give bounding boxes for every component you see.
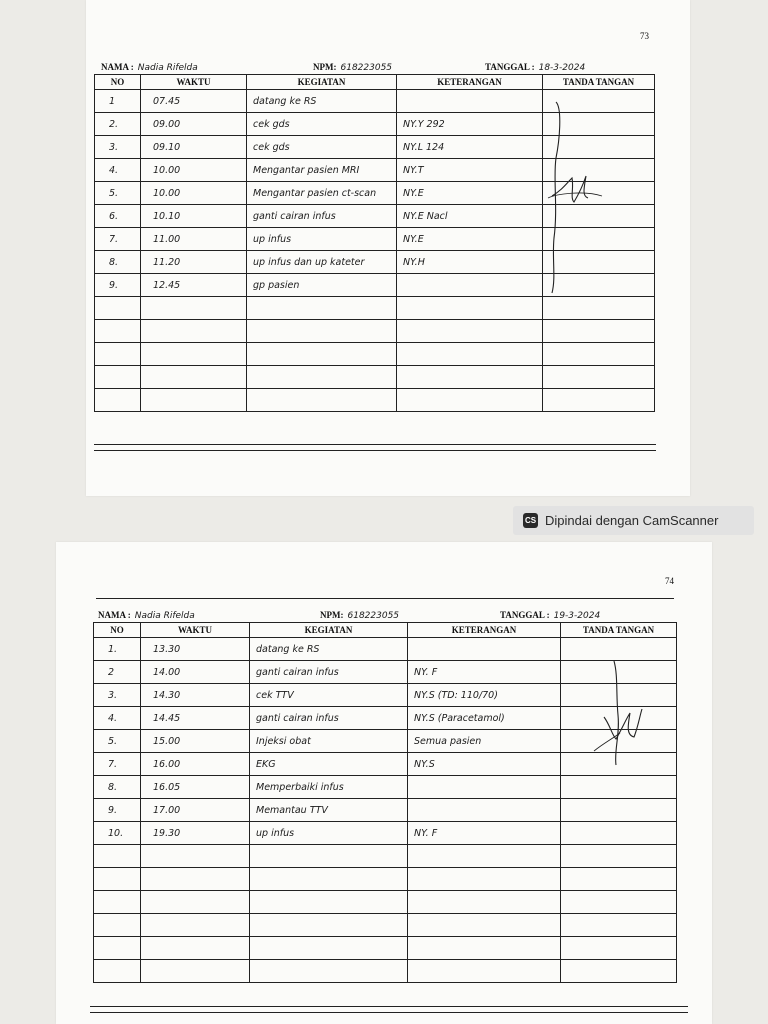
table-row [95, 297, 655, 320]
cell-note [408, 937, 561, 960]
table-header-row [94, 623, 677, 638]
cell-note: NY.S (TD: 110/70) [408, 684, 561, 707]
name-label: NAMA : [101, 62, 134, 72]
cell-time: 09.00 [141, 113, 247, 136]
name-field [98, 610, 195, 621]
cell-signature [561, 891, 677, 914]
cell-no: 9. [94, 799, 141, 822]
npm-value: 618223055 [340, 63, 393, 73]
col-header-time: WAKTU [141, 623, 250, 638]
cell-activity [247, 389, 397, 412]
cell-signature [561, 845, 677, 868]
header-rule [96, 598, 674, 599]
cell-activity: Mengantar pasien ct-scan [247, 182, 397, 205]
cell-activity: up infus dan up kateter [247, 251, 397, 274]
cell-time [141, 914, 250, 937]
cell-no: 2 [94, 661, 141, 684]
cell-time: 09.10 [141, 136, 247, 159]
cell-note [397, 389, 543, 412]
cell-activity [250, 937, 408, 960]
cell-time [141, 320, 247, 343]
cell-activity: datang ke RS [247, 90, 397, 113]
cell-no [95, 320, 141, 343]
cell-activity: cek TTV [250, 684, 408, 707]
date-field [485, 62, 585, 73]
cell-no: 1. [94, 638, 141, 661]
cell-note [397, 366, 543, 389]
cell-activity [250, 914, 408, 937]
page-number: 73 [640, 31, 649, 41]
cell-activity: Memantau TTV [250, 799, 408, 822]
cell-note [397, 274, 543, 297]
cell-no [94, 960, 141, 983]
cell-activity [247, 343, 397, 366]
table-row [95, 366, 655, 389]
table-row [94, 891, 677, 914]
table-row [95, 389, 655, 412]
npm-value: 618223055 [347, 611, 400, 621]
table-row [94, 776, 677, 799]
name-label: NAMA : [98, 610, 131, 620]
cell-no: 7. [94, 753, 141, 776]
cell-signature [561, 914, 677, 937]
cell-note: NY.H [397, 251, 543, 274]
npm-label: NPM: [320, 610, 344, 620]
handwritten-signature [590, 655, 660, 770]
cell-time [141, 868, 250, 891]
cell-signature [543, 389, 655, 412]
date-label: TANGGAL : [500, 610, 550, 620]
cell-note: Semua pasien [408, 730, 561, 753]
footer-rule [94, 444, 656, 445]
cell-signature [561, 960, 677, 983]
date-value: 18-3-2024 [538, 63, 586, 73]
name-field [101, 62, 198, 73]
cell-note [408, 799, 561, 822]
col-header-no: NO [94, 623, 141, 638]
camscanner-badge [513, 506, 754, 535]
table-row [94, 914, 677, 937]
cell-time [141, 297, 247, 320]
cell-note: NY.Y 292 [397, 113, 543, 136]
cell-activity: ganti cairan infus [247, 205, 397, 228]
col-header-no: NO [95, 75, 141, 90]
cell-no: 1 [95, 90, 141, 113]
cell-note [408, 868, 561, 891]
cell-signature [561, 776, 677, 799]
cell-time: 16.00 [141, 753, 250, 776]
table-row [95, 343, 655, 366]
table-row [94, 822, 677, 845]
table-row [94, 845, 677, 868]
cell-time: 16.05 [141, 776, 250, 799]
cell-no: 3. [95, 136, 141, 159]
date-label: TANGGAL : [485, 62, 535, 72]
cell-time: 19.30 [141, 822, 250, 845]
npm-label: NPM: [313, 62, 337, 72]
cell-note: NY.E Nacl [397, 205, 543, 228]
cell-note: NY.E [397, 228, 543, 251]
cell-activity [250, 960, 408, 983]
cell-note: NY.S [408, 753, 561, 776]
cell-note [408, 891, 561, 914]
date-field [500, 610, 600, 621]
cell-activity: up infus [247, 228, 397, 251]
camscanner-text: Dipindai dengan CamScanner [545, 513, 719, 528]
cell-note [408, 776, 561, 799]
cell-no: 6. [95, 205, 141, 228]
cell-time: 11.00 [141, 228, 247, 251]
cell-activity [250, 868, 408, 891]
cell-signature [561, 868, 677, 891]
cell-activity [247, 297, 397, 320]
cell-signature [543, 297, 655, 320]
name-value: Nadia Rifelda [137, 63, 198, 73]
cell-activity: datang ke RS [250, 638, 408, 661]
cell-activity: cek gds [247, 136, 397, 159]
cell-note: NY.L 124 [397, 136, 543, 159]
cell-note: NY. F [408, 661, 561, 684]
cell-activity: Memperbaiki infus [250, 776, 408, 799]
cell-activity: Injeksi obat [250, 730, 408, 753]
name-value: Nadia Rifelda [134, 611, 195, 621]
cell-note [408, 914, 561, 937]
cell-activity: gp pasien [247, 274, 397, 297]
cell-time: 07.45 [141, 90, 247, 113]
cell-time: 14.30 [141, 684, 250, 707]
date-value: 19-3-2024 [553, 611, 601, 621]
npm-field [313, 62, 392, 73]
cell-signature [543, 366, 655, 389]
cell-no [94, 845, 141, 868]
cell-time: 15.00 [141, 730, 250, 753]
col-header-activity: KEGIATAN [250, 623, 408, 638]
table-row [94, 937, 677, 960]
table-row [94, 868, 677, 891]
handwritten-signature [544, 98, 624, 298]
cell-note: NY. F [408, 822, 561, 845]
cell-time: 14.00 [141, 661, 250, 684]
cell-no: 5. [94, 730, 141, 753]
cell-note: NY.E [397, 182, 543, 205]
col-header-signature: TANDA TANGAN [543, 75, 655, 90]
cell-signature [543, 320, 655, 343]
cell-note [408, 638, 561, 661]
cell-note [397, 90, 543, 113]
cell-signature [543, 343, 655, 366]
cell-no: 9. [95, 274, 141, 297]
col-header-notes: KETERANGAN [397, 75, 543, 90]
col-header-notes: KETERANGAN [408, 623, 561, 638]
cell-no [95, 297, 141, 320]
cell-time [141, 389, 247, 412]
table-row [94, 799, 677, 822]
cell-no: 10. [94, 822, 141, 845]
cell-no [95, 389, 141, 412]
cell-time: 17.00 [141, 799, 250, 822]
table-header-row [95, 75, 655, 90]
cell-activity: ganti cairan infus [250, 707, 408, 730]
cell-activity: ganti cairan infus [250, 661, 408, 684]
cell-time: 10.00 [141, 159, 247, 182]
cell-time [141, 891, 250, 914]
cell-time: 10.10 [141, 205, 247, 228]
cell-time [141, 845, 250, 868]
cell-time: 13.30 [141, 638, 250, 661]
cell-activity: cek gds [247, 113, 397, 136]
cell-activity: Mengantar pasien MRI [247, 159, 397, 182]
col-header-signature: TANDA TANGAN [561, 623, 677, 638]
col-header-time: WAKTU [141, 75, 247, 90]
cell-time: 12.45 [141, 274, 247, 297]
cell-signature [561, 937, 677, 960]
cell-no [95, 366, 141, 389]
cell-signature [561, 822, 677, 845]
cell-no [94, 868, 141, 891]
cell-no: 4. [94, 707, 141, 730]
cell-note [397, 343, 543, 366]
cell-note [408, 960, 561, 983]
cell-no [95, 343, 141, 366]
cell-time: 10.00 [141, 182, 247, 205]
cell-no [94, 937, 141, 960]
cell-activity [250, 891, 408, 914]
cell-time [141, 343, 247, 366]
cell-no: 8. [95, 251, 141, 274]
page-number: 74 [665, 576, 674, 586]
cell-note [397, 297, 543, 320]
cell-time: 11.20 [141, 251, 247, 274]
cell-time [141, 960, 250, 983]
cell-signature [561, 799, 677, 822]
cell-time [141, 937, 250, 960]
footer-rule [90, 1006, 688, 1007]
cell-no: 5. [95, 182, 141, 205]
cell-no [94, 914, 141, 937]
cell-activity [247, 366, 397, 389]
cell-time: 14.45 [141, 707, 250, 730]
cell-no [94, 891, 141, 914]
col-header-activity: KEGIATAN [247, 75, 397, 90]
footer-rule [94, 450, 656, 451]
cell-no: 7. [95, 228, 141, 251]
npm-field [320, 610, 399, 621]
cell-activity [250, 845, 408, 868]
cell-no: 4. [95, 159, 141, 182]
cell-activity: up infus [250, 822, 408, 845]
camscanner-icon: CS [523, 513, 538, 528]
cell-note [408, 845, 561, 868]
cell-activity: EKG [250, 753, 408, 776]
cell-no: 3. [94, 684, 141, 707]
cell-no: 2. [95, 113, 141, 136]
table-row [94, 960, 677, 983]
cell-note [397, 320, 543, 343]
cell-note: NY.T [397, 159, 543, 182]
cell-no: 8. [94, 776, 141, 799]
cell-time [141, 366, 247, 389]
footer-rule [90, 1012, 688, 1013]
cell-activity [247, 320, 397, 343]
cell-note: NY.S (Paracetamol) [408, 707, 561, 730]
table-row [95, 320, 655, 343]
